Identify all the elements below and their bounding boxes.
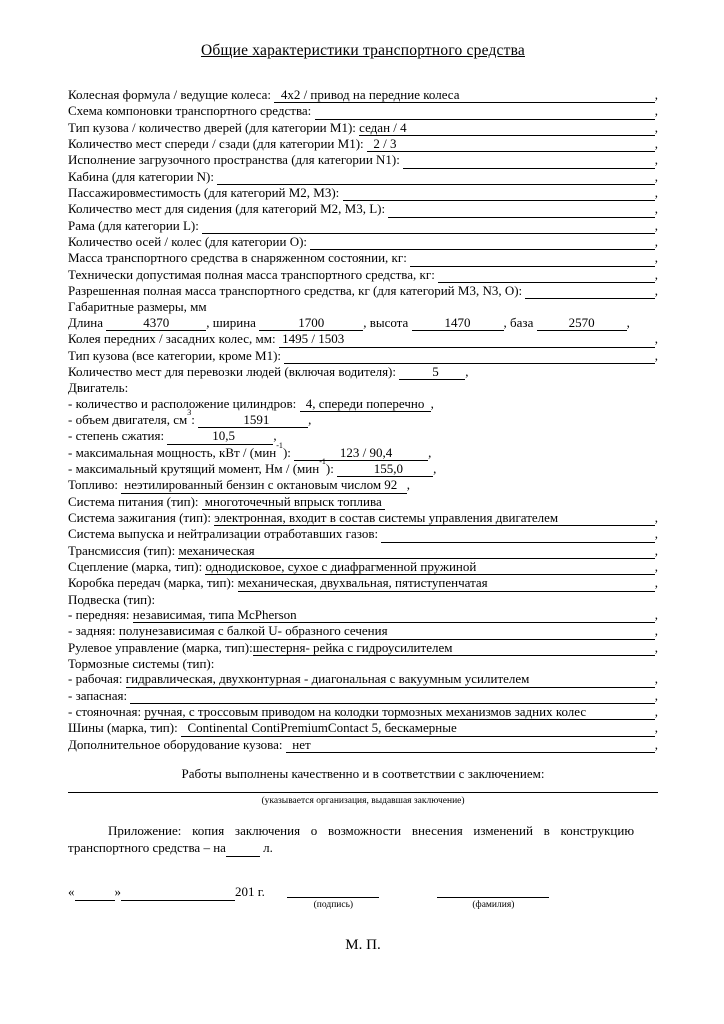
suspension-header-label: Подвеска (тип): <box>68 591 156 607</box>
max-torque-label: - максимальный крутящий момент, Нм / (мин$^{-1}$): <box>68 456 338 476</box>
ignition-system-value: электронная, входит в состав системы управления двигателем <box>214 510 655 526</box>
wheel-formula-label: Колесная формула / ведущие колеса: <box>68 87 275 102</box>
track-width-label: Колея передних / засадних колес, мм: <box>68 331 279 347</box>
max-weight-permitted-label: Разрешенная полная масса транспортного средства, кг (для категорий M3, N3, O): <box>68 283 526 299</box>
extra-equipment-label: , <box>654 736 658 752</box>
fuel-system <box>68 494 658 510</box>
transmission-value: механическая <box>178 543 654 559</box>
brakes-header-label: Тормозные системы (тип): <box>68 656 215 672</box>
people-capacity-label: , <box>465 363 469 379</box>
quote-close: » <box>114 884 121 900</box>
max-weight-tech-value <box>438 267 655 283</box>
wheel-formula-value: 4х2 / привод на передние колеса <box>274 87 654 103</box>
brake-service-value: гидравлическая, двухконтурная - диагональная с вакуумным усилителем <box>126 671 655 687</box>
seats-front-rear-label: , <box>654 136 658 152</box>
year-label: 201 г. <box>235 884 272 900</box>
brake-parking-value: ручная, с троссовым приводом на колодки тормозных механизмов задних колес <box>144 704 654 720</box>
max-torque-value: 155,0 <box>337 461 433 477</box>
max-weight-permitted-label: , <box>654 283 658 299</box>
seats-front-rear-label: Количество мест спереди / сзади (для категории M1): <box>68 136 367 152</box>
curb-weight <box>68 250 658 266</box>
suspension-front-label: - передняя: <box>68 607 133 622</box>
axles-wheels <box>68 234 658 250</box>
passenger-capacity <box>68 185 658 201</box>
cabin-value <box>217 169 655 185</box>
extra-equipment-value: нет <box>286 737 655 753</box>
passenger-capacity-label: , <box>654 185 658 201</box>
organization-blank-line <box>68 784 658 793</box>
dimensions-label: Длина <box>68 314 107 330</box>
suspension-header <box>68 592 658 607</box>
curb-weight-label: Масса транспортного средства в снаряженном состоянии, кг: <box>68 250 411 266</box>
body-type-other-label: , <box>654 347 658 363</box>
steering-label: Рулевое управление (марка, тип): <box>68 639 253 655</box>
brakes-header <box>68 656 658 671</box>
axles-wheels-label: , <box>654 234 658 250</box>
max-torque <box>68 456 658 477</box>
tires-label: , <box>654 720 658 736</box>
body-type-other-value <box>284 348 654 364</box>
brake-spare-value <box>130 688 654 704</box>
appendix-pages-blank <box>226 840 260 858</box>
engine-header-label: Двигатель: <box>68 380 129 396</box>
dimensions-value: 4370 <box>106 315 206 331</box>
compression <box>68 428 658 444</box>
compression-label: - степень сжатия: <box>68 428 168 444</box>
exhaust-system <box>68 526 658 542</box>
max-power-label: , <box>428 444 432 460</box>
dimensions-label: , высота <box>363 314 412 330</box>
gearbox-label: , <box>654 575 658 591</box>
brake-parking-label: - стояночная: <box>68 704 145 720</box>
organization-note: (указывается организация, выдавшая заключение) <box>261 796 465 807</box>
suspension-rear <box>68 623 658 639</box>
layout-scheme-value <box>315 103 655 119</box>
steering <box>68 640 658 656</box>
exhaust-system-value <box>381 526 654 542</box>
layout-scheme-label: Схема компоновки транспортного средства: <box>68 103 315 119</box>
appendix-line-1: Приложение: копия заключения о возможности внесения изменений в конструкцию <box>108 823 635 839</box>
extra-equipment <box>68 737 658 753</box>
surname-caption: (фамилия) <box>472 900 515 911</box>
clutch-value: однодисковое, сухое с диафрагменной пружиной <box>205 559 654 575</box>
brake-service-label: , <box>654 671 658 687</box>
fuel-label: , <box>406 477 411 493</box>
body-type-doors-label: Тип кузова / количество дверей (для категории M1): <box>68 119 360 135</box>
date-part <box>68 884 271 901</box>
compression-value: 10,5 <box>167 428 273 444</box>
tires <box>68 720 658 736</box>
dimensions-value: 1470 <box>412 315 504 331</box>
cylinders-value: 4, спереди поперечно <box>300 396 431 412</box>
dimensions-label: , ширина <box>206 314 260 330</box>
cargo-space <box>68 152 658 168</box>
gearbox-label: Коробка передач (марка, тип): <box>68 575 238 591</box>
frame-label: Рама (для категории L): <box>68 217 203 233</box>
seating-places-value <box>388 201 654 217</box>
quote-open: « <box>68 884 75 900</box>
cargo-space-label: Исполнение загрузочного пространства (для категории N1): <box>68 152 404 168</box>
transmission-label: , <box>654 542 658 558</box>
ignition-system-label: , <box>654 509 658 525</box>
date-signature-row <box>68 884 658 910</box>
body-type-other-label: Тип кузова (все категории, кроме M1): <box>68 347 285 363</box>
exhaust-system-label: , <box>654 526 658 542</box>
cylinders-label: , <box>430 395 434 411</box>
ignition-system <box>68 510 658 526</box>
body-type-doors <box>68 120 658 136</box>
layout-scheme <box>68 103 658 119</box>
people-capacity-value: 5 <box>399 364 465 380</box>
wheel-formula-label: , <box>654 87 658 102</box>
body-type-doors-value: седан / 4 <box>359 120 655 136</box>
axles-wheels-label: Количество осей / колес (для категории O): <box>68 234 311 250</box>
appendix-unit: л. <box>259 839 273 855</box>
tires-label: Шины (марка, тип): <box>68 720 181 736</box>
transmission <box>68 543 658 559</box>
cabin-label: Кабина (для категории N): <box>68 168 218 184</box>
surname-blank <box>437 884 549 898</box>
suspension-rear-label: , <box>654 623 658 639</box>
clutch-label: Сцепление (марка, тип): <box>68 558 206 574</box>
dimensions-header-label: Габаритные размеры, мм <box>68 299 207 315</box>
stamp-mark: М. П. <box>345 937 381 954</box>
brake-spare-label: , <box>654 687 658 703</box>
fuel-system-value: многоточечный впрыск топлива <box>202 494 385 510</box>
frame <box>68 218 658 234</box>
clutch <box>68 559 658 575</box>
max-power <box>68 440 658 461</box>
axles-wheels-value <box>310 234 654 250</box>
compression-label: , <box>273 428 277 444</box>
page-title: Общие характеристики транспортного средства <box>200 42 525 59</box>
extra-equipment-label: Дополнительное оборудование кузова: <box>68 736 286 752</box>
curb-weight-value <box>410 250 655 266</box>
dimensions-value: 1700 <box>259 315 363 331</box>
engine-header <box>68 380 658 395</box>
cabin-label: , <box>654 168 658 184</box>
max-weight-permitted <box>68 283 658 299</box>
curb-weight-label: , <box>654 250 658 266</box>
engine-volume <box>68 407 658 428</box>
seating-places-label: Количество мест для сидения (для категорий M2, M3, L): <box>68 201 389 217</box>
people-capacity-label: Количество мест для перевозки людей (включая водителя): <box>68 363 400 379</box>
max-weight-tech-label: Технически допустимая полная масса транспортного средства, кг: <box>68 266 439 282</box>
seating-places <box>68 201 658 217</box>
signature-column <box>287 884 379 910</box>
closing-section <box>68 766 658 954</box>
signature-caption: (подпись) <box>313 900 354 911</box>
brake-spare <box>68 688 658 704</box>
brake-parking-label: , <box>654 704 658 720</box>
date-day-blank <box>75 884 115 901</box>
seating-places-label: , <box>654 201 658 217</box>
frame-value <box>202 218 655 234</box>
gearbox <box>68 575 658 591</box>
track-width-value: 1495 / 1503 <box>279 331 655 347</box>
fuel-label: Топливо: <box>68 477 122 493</box>
steering-label: , <box>654 639 658 655</box>
ignition-system-label: Система зажигания (тип): <box>68 509 215 525</box>
max-weight-tech <box>68 267 658 283</box>
people-capacity <box>68 364 658 380</box>
track-width <box>68 331 658 347</box>
suspension-rear-value: полунезависимая с балкой U- образного сечения <box>119 623 655 639</box>
layout-scheme-label: , <box>654 103 658 119</box>
brake-spare-label: - запасная: <box>68 687 131 703</box>
surname-column <box>437 884 549 910</box>
dimensions-label: , <box>626 314 630 330</box>
suspension-rear-label: - задняя: <box>68 623 119 639</box>
engine-volume-label: , <box>308 411 312 427</box>
form-lines <box>68 87 658 753</box>
max-power-label: - максимальная мощность, кВт / (мин$^{-1}$): <box>68 440 295 460</box>
seats-front-rear-value: 2 / 3 <box>367 136 655 152</box>
frame-label: , <box>654 217 658 233</box>
max-power-value: 123 / 90,4 <box>294 445 428 461</box>
wheel-formula <box>68 87 658 103</box>
max-weight-permitted-value <box>525 283 654 299</box>
body-type-other <box>68 348 658 364</box>
passenger-capacity-label: Пассажировместимость (для категорий M2, M3): <box>68 185 343 201</box>
tires-value: Continental ContiPremiumContact 5, бескамерные <box>181 720 655 736</box>
brake-service-label: - рабочая: <box>68 671 126 687</box>
cylinders-label: - количество и расположение цилиндров: <box>68 395 300 411</box>
steering-value: шестерня- рейка с гидроусилителем <box>253 640 655 656</box>
suspension-front-value: независимая, типа McPherson <box>133 607 655 623</box>
dimensions-label: , база <box>503 314 537 330</box>
body-type-doors-label: , <box>654 119 658 135</box>
signature-blank <box>287 884 379 898</box>
gearbox-value: механическая, двухвальная, пятиступенчатая <box>238 575 655 591</box>
exhaust-system-label: Система выпуска и нейтрализации отработавших газов: <box>68 526 382 542</box>
seats-front-rear <box>68 136 658 152</box>
track-width-label: , <box>654 331 658 347</box>
engine-volume-value: 1591 <box>198 412 308 428</box>
transmission-label: Трансмиссия (тип): <box>68 542 179 558</box>
cabin <box>68 169 658 185</box>
suspension-front <box>68 607 658 623</box>
suspension-front-label: , <box>654 607 658 622</box>
work-statement: Работы выполнены качественно и в соответствии с заключением: <box>181 766 545 782</box>
max-weight-tech-label: , <box>654 266 658 282</box>
dimensions-value: 2570 <box>537 315 627 331</box>
brake-parking <box>68 704 658 720</box>
cargo-space-label: , <box>654 152 658 168</box>
dimensions <box>68 315 658 331</box>
date-month-blank <box>121 884 235 901</box>
appendix-text: транспортного средства – на <box>68 839 226 855</box>
clutch-label: , <box>654 558 658 574</box>
engine-volume-label: - объем двигателя, $см^3$: <box>68 407 199 427</box>
dimensions-header <box>68 299 658 314</box>
passenger-capacity-value <box>343 185 655 201</box>
cylinders <box>68 396 658 412</box>
cargo-space-value <box>403 152 655 168</box>
fuel <box>68 477 658 493</box>
fuel-system-label: Система питания (тип): <box>68 493 202 509</box>
fuel-value: неэтилированный бензин с октановым числом 92 <box>121 477 407 493</box>
appendix-line-2 <box>68 840 658 858</box>
brake-service <box>68 671 658 687</box>
max-torque-label: , <box>433 460 437 476</box>
